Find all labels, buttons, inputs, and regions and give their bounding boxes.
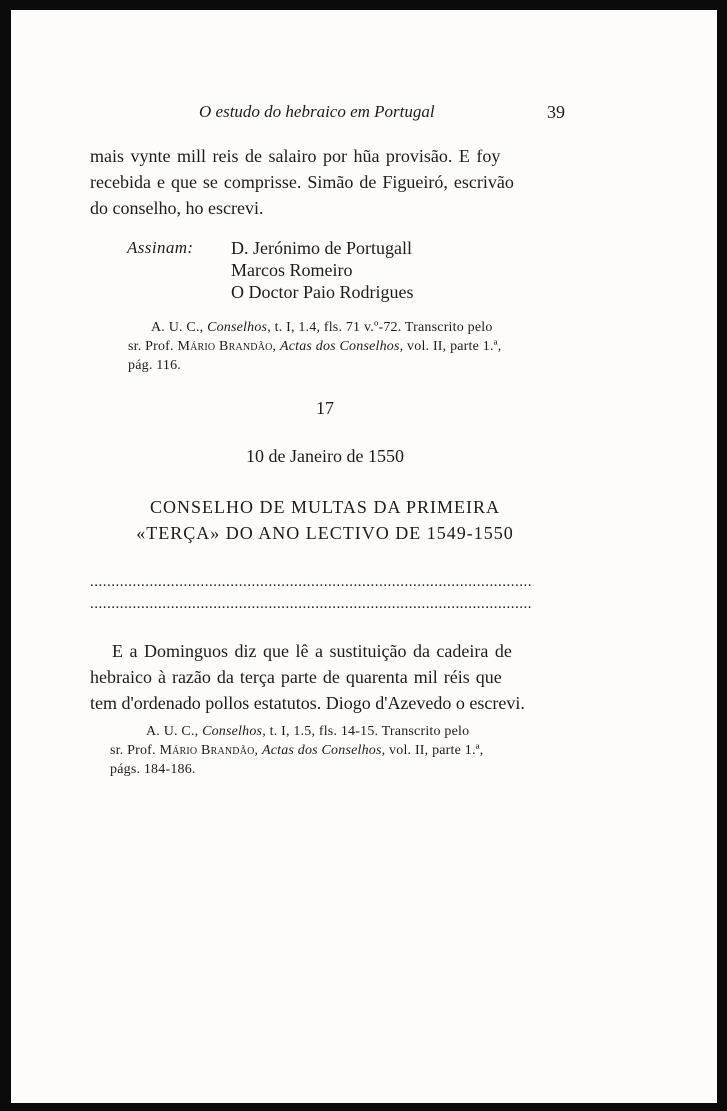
paragraph-line: do conselho, ho escrevi. <box>90 198 264 218</box>
signatures-label: Assinam: <box>127 238 194 257</box>
document-heading-line: «TERÇA» DO ANO LECTIVO DE 1549-1550 <box>136 523 514 543</box>
page-number: 39 <box>547 102 565 122</box>
citation-line: sr. Prof. Mário Brandão, Actas dos Conselhos, vol. II, parte 1.ª, <box>128 339 502 354</box>
paragraph-line: hebraico à razão da terça parte de quarenta mil réis que <box>90 667 502 687</box>
signature-name: O Doctor Paio Rodrigues <box>231 282 414 302</box>
document-heading-line: CONSELHO DE MULTAS DA PRIMEIRA <box>150 497 500 517</box>
citation-line: A. U. C., Conselhos, t. I, 1.4, fls. 71 v.º-72. Transcrito pelo <box>151 320 493 335</box>
paragraph-line: E a Dominguos diz que lê a sustituição da cadeira de <box>112 641 512 661</box>
signature-name: Marcos Romeiro <box>231 260 353 280</box>
signature-name: D. Jerónimo de Portugall <box>231 238 412 258</box>
paragraph-line: tem d'ordenado pollos estatutos. Diogo d'Azevedo o escrevi. <box>90 693 525 713</box>
citation-line: págs. 184-186. <box>110 762 196 777</box>
citation-line: sr. Prof. Mário Brandão, Actas dos Conselhos, vol. II, parte 1.ª, <box>110 743 484 758</box>
citation-line: pág. 116. <box>128 358 181 373</box>
document-date: 10 de Janeiro de 1550 <box>246 446 404 466</box>
citation-line: A. U. C., Conselhos, t. I, 1.5, fls. 14-15. Transcrito pelo <box>146 724 470 739</box>
document-page <box>11 10 717 1103</box>
paragraph-line: mais vynte mill reis de salairo por hũa provisão. E foy <box>90 146 501 166</box>
ellipsis-line: ........................................................................................................ <box>90 574 532 590</box>
paragraph-line: recebida e que se comprisse. Simão de Figueiró, escrivão <box>90 172 514 192</box>
document-number: 17 <box>316 398 334 418</box>
ellipsis-line: ........................................................................................................ <box>90 596 532 612</box>
running-header-title: O estudo do hebraico em Portugal <box>199 102 435 121</box>
